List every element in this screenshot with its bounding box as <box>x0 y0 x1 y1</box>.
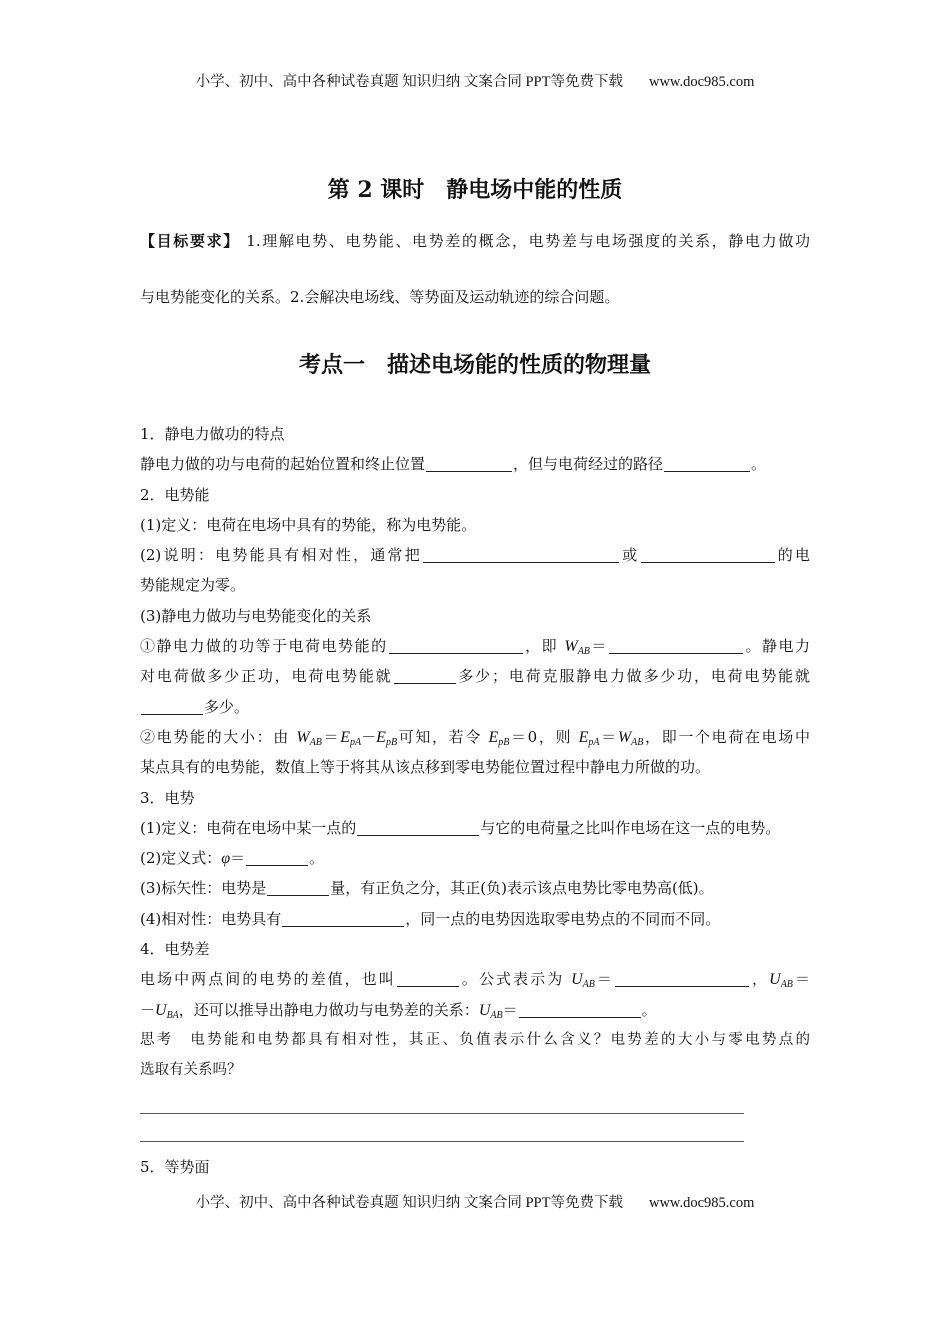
text-line <box>140 570 810 600</box>
variable-subscript: pA <box>588 736 600 748</box>
text-segment: 1．静电力做功的特点 <box>140 425 285 443</box>
text-segment: 3．电势 <box>140 788 195 807</box>
text-segment: 多少。 <box>204 697 250 716</box>
answer-line <box>140 1114 744 1142</box>
math-variable <box>340 729 361 746</box>
section-heading: 考点一 描述电场能的性质的物理量 <box>298 352 651 378</box>
goals-line-2: 与电势能变化的关系。2.会解决电场线、等势面及运动轨迹的综合问题。 <box>140 288 620 306</box>
text-segment: 静电力做的功与电荷的起始位置和终止位置 <box>140 455 426 474</box>
header-url[interactable]: www.doc985.com <box>648 74 755 90</box>
fill-in-blank[interactable] <box>615 971 749 988</box>
math-variable <box>769 971 793 991</box>
math-variable <box>296 729 322 746</box>
math-variable <box>376 729 397 746</box>
fill-in-blank[interactable] <box>246 849 308 866</box>
text-segment: ②电势能的大小：由 <box>140 727 297 746</box>
text-line <box>140 601 810 631</box>
variable-symbol: E <box>376 728 386 746</box>
text-segment: ，即一个电荷在电场中 <box>643 727 810 746</box>
text-segment: 4．电势差 <box>140 940 210 959</box>
math-variable <box>479 1002 503 1019</box>
variable-subscript: AB <box>490 1009 503 1021</box>
fill-in-blank[interactable] <box>141 698 203 715</box>
fill-in-blank[interactable] <box>423 546 619 563</box>
goals-label: 【目标要求】 <box>140 232 240 250</box>
text-line <box>140 873 810 903</box>
variable-subscript: AB <box>631 736 644 748</box>
variable-symbol: E <box>488 728 499 746</box>
text-line <box>140 813 810 843</box>
learning-goals <box>140 226 810 312</box>
text-line <box>140 480 810 510</box>
fill-in-blank[interactable] <box>641 546 775 563</box>
text-segment: ＝ <box>792 970 810 989</box>
text-segment: ＝ <box>594 970 614 989</box>
text-segment: 多少；电荷克服静电力做多少功，电荷电势能就 <box>456 667 810 686</box>
variable-subscript: AB <box>780 979 793 991</box>
fill-in-blank[interactable] <box>664 456 750 473</box>
variable-symbol: U <box>769 971 781 989</box>
text-line <box>140 843 810 873</box>
text-line <box>140 934 810 964</box>
text-segment: － <box>140 1000 156 1019</box>
page-header <box>0 70 950 91</box>
variable-subscript: AB <box>577 646 590 658</box>
text-line <box>140 783 810 813</box>
math-variable <box>579 729 600 746</box>
text-segment: (2)说明：电势能具有相对性，通常把 <box>140 546 423 565</box>
page-footer <box>0 1191 950 1212</box>
text-segment: ＝ <box>502 1000 518 1019</box>
variable-symbol: W <box>296 728 310 746</box>
text-line <box>140 722 810 752</box>
text-line <box>140 540 810 570</box>
text-segment: 对电荷做多少正功，电荷电势能就 <box>140 667 393 686</box>
text-segment: (2)定义式： <box>140 849 222 868</box>
answer-line <box>140 1086 744 1114</box>
fill-in-blank[interactable] <box>609 637 743 654</box>
text-segment: 。静电力 <box>743 637 810 656</box>
text-line <box>140 752 810 782</box>
variable-symbol: U <box>155 1001 167 1019</box>
text-segment: 2．电势能 <box>140 485 210 504</box>
variable-symbol: W <box>617 728 632 746</box>
text-segment: 势能规定为零。 <box>140 576 246 595</box>
text-segment: 5．等势面 <box>140 1157 210 1176</box>
text-segment: (1)定义：电荷在电场中具有的势能，称为电势能。 <box>140 515 477 534</box>
text-line <box>140 995 810 1025</box>
math-variable <box>571 971 595 991</box>
think-question-line <box>140 1025 810 1055</box>
fill-in-blank[interactable] <box>426 456 512 473</box>
text-line <box>140 904 810 934</box>
math-variable <box>155 1002 179 1019</box>
text-segment: 电场中两点间的电势的差值，也叫 <box>140 970 396 989</box>
text-segment: ， <box>750 970 770 989</box>
text-line <box>140 692 810 722</box>
text-segment: ＝ <box>321 727 341 746</box>
text-segment: 选取有关系吗？ <box>140 1062 242 1079</box>
variable-symbol: U <box>478 1001 491 1019</box>
text-line <box>140 510 810 540</box>
fill-in-blank[interactable] <box>282 910 404 927</box>
text-segment: ＝ <box>589 637 608 656</box>
text-segment: ＝ <box>230 849 246 868</box>
text-segment: 。 <box>751 455 767 474</box>
text-segment: ，但与电荷经过的路径 <box>513 455 664 474</box>
math-variable <box>221 850 230 867</box>
variable-subscript: AB <box>309 736 322 748</box>
variable-subscript: AB <box>582 979 595 991</box>
text-segment: (3)静电力做功与电势能变化的关系 <box>140 606 372 625</box>
text-segment: ①静电力做的功等于电荷电势能的 <box>140 637 388 656</box>
variable-subscript: pB <box>385 736 398 748</box>
variable-subscript: BA <box>166 1009 179 1021</box>
fill-in-blank[interactable] <box>389 637 523 654</box>
text-line <box>140 661 810 691</box>
footer-text: 小学、初中、高中各种试卷真题 知识归纳 文案合同 PPT等免费下载 <box>195 1195 623 1211</box>
text-line <box>140 964 810 994</box>
goals-line-1: 1.理解电势、电势能、电势差的概念，电势差与电场强度的关系，静电力做功 <box>239 232 810 250</box>
content-body <box>140 419 810 1182</box>
text-line <box>140 1152 810 1182</box>
text-segment: ，即 <box>523 637 565 656</box>
text-segment: 思考 电势能和电势都具有相对性，其正、负值表示什么含义？电势差的大小与零电势点的 <box>140 1031 810 1048</box>
text-segment: 。 <box>309 849 325 868</box>
text-segment: ，同一点的电势因选取零电势点的不同而不同。 <box>405 909 721 928</box>
think-question-line <box>140 1055 810 1085</box>
text-segment: 。 <box>641 1000 657 1019</box>
math-variable <box>564 638 590 658</box>
footer-url[interactable]: www.doc985.com <box>648 1195 755 1211</box>
variable-symbol: E <box>578 728 589 746</box>
fill-in-blank[interactable] <box>519 1001 641 1018</box>
fill-in-blank[interactable] <box>357 819 479 836</box>
text-segment: 量，有正负之分，其正(负)表示该点电势比零电势高(低)。 <box>330 879 714 898</box>
fill-in-blank[interactable] <box>397 971 459 988</box>
text-segment: 可知，若令 <box>397 727 489 746</box>
text-line <box>140 631 810 661</box>
text-segment: 的电 <box>775 546 810 565</box>
variable-symbol: φ <box>221 850 231 868</box>
text-segment: 某点具有的电势能，数值上等于将其从该点移到零电势能位置过程中静电力所做的功。 <box>140 758 711 777</box>
text-segment: (3)标矢性：电势是 <box>140 879 267 898</box>
variable-symbol: U <box>571 971 583 989</box>
variable-symbol: W <box>564 638 578 656</box>
text-segment: 。公式表示为 <box>459 970 572 989</box>
header-text: 小学、初中、高中各种试卷真题 知识归纳 文案合同 PPT等免费下载 <box>195 74 623 90</box>
text-segment: (4)相对性：电势具有 <box>140 909 282 928</box>
text-segment: 或 <box>620 546 640 565</box>
fill-in-blank[interactable] <box>267 880 329 897</box>
fill-in-blank[interactable] <box>394 668 456 685</box>
text-segment: 与它的电荷量之比叫作电场在这一点的电势。 <box>480 818 781 837</box>
lesson-title: 第 2 课时 静电场中能的性质 <box>327 177 623 203</box>
text-segment: ，还可以推导出静电力做功与电势差的关系： <box>178 1000 479 1019</box>
text-line <box>140 449 810 479</box>
text-segment: (1)定义：电荷在电场中某一点的 <box>140 818 357 837</box>
text-segment: ＝ <box>599 727 618 746</box>
variable-subscript: pB <box>498 736 510 748</box>
text-segment: － <box>361 727 377 746</box>
variable-subscript: pA <box>350 736 362 748</box>
text-segment: ＝0，则 <box>509 727 579 746</box>
variable-symbol: E <box>340 728 351 746</box>
math-variable <box>618 729 644 746</box>
math-variable <box>488 729 509 746</box>
text-line <box>140 419 810 449</box>
